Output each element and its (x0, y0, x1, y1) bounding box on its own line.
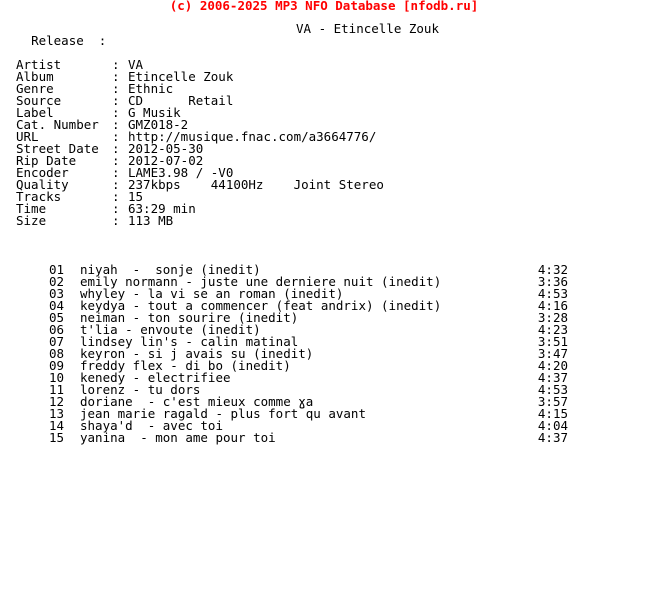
track-duration: 3:28 (537, 310, 568, 325)
info-key: Street Date (16, 141, 99, 156)
info-value: Ethnic (128, 81, 174, 96)
track-title: keyron - si j avais su (inedit) (80, 346, 314, 361)
track-title: freddy flex - di bo (inedit) (80, 358, 291, 373)
info-value: GMZ018-2 (128, 117, 189, 132)
info-value: 237kbps 44100Hz Joint Stereo (128, 177, 384, 192)
track-duration: 4:16 (537, 298, 568, 313)
track-number: 03 (48, 286, 64, 301)
track-number: 11 (48, 382, 64, 397)
track-number: 02 (48, 274, 64, 289)
track-duration: 3:36 (537, 274, 568, 289)
info-value: 2012-07-02 (128, 153, 204, 168)
track-duration: 4:53 (537, 382, 568, 397)
track-duration: 4:15 (537, 406, 568, 421)
info-separator: : (112, 69, 120, 84)
track-number: 05 (48, 310, 64, 325)
info-value: 63:29 min (128, 201, 196, 216)
track-title: neiman - ton sourire (inedit) (80, 310, 299, 325)
info-separator: : (112, 189, 120, 204)
info-separator: : (112, 129, 120, 144)
info-value: http://musique.fnac.com/a3664776/ (128, 129, 377, 144)
track-duration: 3:57 (537, 394, 568, 409)
site-banner: (c) 2006-2025 MP3 NFO Database [nfodb.ru] (169, 0, 479, 13)
track-number: 14 (48, 418, 64, 433)
track-number: 08 (48, 346, 64, 361)
track-title: keydya - tout a commencer (feat andrix) (inedit) (80, 298, 442, 313)
info-key: Time (16, 201, 47, 216)
track-title: yanina - mon ame pour toi (80, 430, 276, 445)
track-number: 13 (48, 406, 64, 421)
track-duration: 4:53 (537, 286, 568, 301)
info-value: Etincelle Zouk (128, 69, 234, 84)
track-title: lindsey lin's - calin matinal (80, 334, 299, 349)
track-number: 09 (48, 358, 64, 373)
info-key: Artist (16, 57, 62, 72)
info-value: G Musik (128, 105, 181, 120)
info-value: 15 (128, 189, 144, 204)
info-key: Album (16, 69, 54, 84)
info-value: VA (128, 57, 144, 72)
info-separator: : (112, 213, 120, 228)
track-duration: 3:47 (537, 346, 568, 361)
info-separator: : (112, 57, 120, 72)
track-number: 10 (48, 370, 64, 385)
track-duration: 4:32 (537, 262, 568, 277)
track-number: 06 (48, 322, 64, 337)
info-key: Quality (16, 177, 69, 192)
track-number: 01 (48, 262, 64, 277)
info-separator: : (112, 177, 120, 192)
release-label: Release : (31, 33, 107, 48)
info-value: 113 MB (128, 213, 174, 228)
info-key: URL (16, 129, 39, 144)
release-line (16, 21, 439, 59)
track-title: kenedy - electrifiee (80, 370, 231, 385)
track-duration: 4:04 (537, 418, 568, 433)
info-separator: : (112, 117, 120, 132)
info-key: Cat. Number (16, 117, 99, 132)
info-key: Label (16, 105, 54, 120)
info-key: Encoder (16, 165, 69, 180)
release-title: VA - Etincelle Zouk (296, 21, 439, 36)
info-separator: : (112, 201, 120, 216)
track-duration: 4:23 (537, 322, 568, 337)
info-key: Tracks (16, 189, 62, 204)
track-number: 15 (48, 430, 64, 445)
info-separator: : (112, 153, 120, 168)
track-duration: 4:20 (537, 358, 568, 373)
info-value: 2012-05-30 (128, 141, 204, 156)
info-separator: : (112, 93, 120, 108)
info-value: LAME3.98 / -V0 (128, 165, 234, 180)
track-title: t'lia - envoute (inedit) (80, 322, 261, 337)
track-duration: 4:37 (537, 430, 568, 445)
track-number: 12 (48, 394, 64, 409)
info-separator: : (112, 165, 120, 180)
track-title: emily normann - juste une derniere nuit (inedit) (80, 274, 442, 289)
info-separator: : (112, 141, 120, 156)
track-title: niyah - sonje (inedit) (80, 262, 261, 277)
info-separator: : (112, 81, 120, 96)
info-value: CD Retail (128, 93, 234, 108)
track-title: jean marie ragald - plus fort qu avant (80, 406, 366, 421)
track-duration: 4:37 (537, 370, 568, 385)
track-title: whyley - la vi se an roman (inedit) (80, 286, 344, 301)
info-separator: : (112, 105, 120, 120)
info-key: Genre (16, 81, 54, 96)
info-key: Source (16, 93, 62, 108)
info-key: Rip Date (16, 153, 77, 168)
track-duration: 3:51 (537, 334, 568, 349)
track-title: lorenz - tu dors (80, 382, 201, 397)
track-title: shaya'd - avec toi (80, 418, 223, 433)
info-key: Size (16, 213, 47, 228)
track-number: 04 (48, 298, 64, 313)
track-title: doriane - c'est mieux comme ɣa (80, 394, 314, 409)
track-number: 07 (48, 334, 64, 349)
